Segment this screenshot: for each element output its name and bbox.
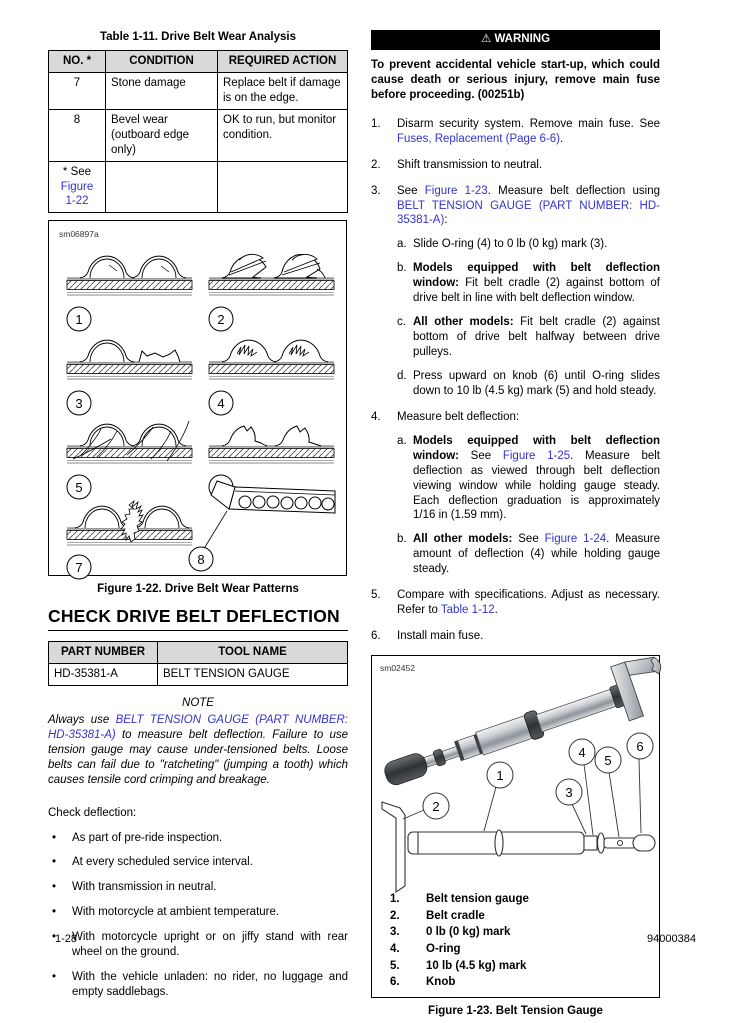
list-item: • As part of pre-ride inspection. xyxy=(48,831,348,846)
tool-table xyxy=(48,641,348,686)
step-text: See xyxy=(397,184,425,197)
legend-item: 4. O-ring xyxy=(390,942,461,955)
wear-row2-condition: Bevel wear (outboard edge only) xyxy=(106,109,218,161)
step-text: Compare with specifications. Adjust as necessary. Refer to xyxy=(397,589,660,617)
warning-title: WARNING xyxy=(494,33,551,45)
note-post: to measure belt deflection. Failure to use tension gauge may cause under-tensioned belts. Loose belts can fail due to "ratcheting" (jumping a tooth) which causes tensile cord crimping and breakage. xyxy=(48,728,348,786)
wear-table-header-no: NO. * xyxy=(49,50,106,72)
callout-2: 2 xyxy=(432,799,440,814)
figure-1-22-link[interactable]: Figure 1-22 xyxy=(60,180,94,208)
warning-text: To prevent accidental vehicle start-up, which could cause death or serious injury, remove main fuse before proceeding. (00251b) xyxy=(371,58,660,101)
legend-item: 5. 10 lb (4.5 kg) mark xyxy=(390,959,527,972)
wear-table-header-action: REQUIRED ACTION xyxy=(218,50,348,72)
wear-pattern-5 xyxy=(67,421,192,499)
wear-pattern-7 xyxy=(67,501,192,579)
wear-table-header-row xyxy=(49,50,348,72)
figure-1-22-caption: Figure 1-22. Drive Belt Wear Patterns xyxy=(97,583,299,596)
step-text: . Measure belt deflection using xyxy=(487,184,660,197)
wear-table-header-condition: CONDITION xyxy=(106,50,218,72)
callout-4: 4 xyxy=(217,396,225,412)
tool-table-header-row xyxy=(49,642,348,664)
wear-row2-action: OK to run, but monitor condition. xyxy=(218,109,348,161)
tool-name: BELT TENSION GAUGE xyxy=(158,664,348,686)
wear-table-caption: Table 1-11. Drive Belt Wear Analysis xyxy=(99,31,297,43)
page-number: 1-28 xyxy=(55,932,78,945)
step-3 xyxy=(371,184,660,399)
bullet-icon: • xyxy=(52,856,57,869)
substep-bold: Models equipped with belt deflection window: xyxy=(413,434,660,462)
wear-row1-action: Replace belt if damage is on the edge. xyxy=(218,72,348,109)
substep-text: Press upward on knob (6) until O-ring slides down to 10 lb (4.5 kg) mark (5) and hold steady. xyxy=(413,369,660,397)
substep-text: . Measure amount of deflection (4) while holding gauge steady. xyxy=(413,533,660,576)
step-4b xyxy=(397,532,660,577)
table-row xyxy=(49,72,348,109)
callout-5: 5 xyxy=(75,480,83,496)
step-3c xyxy=(397,315,660,360)
callout-1: 1 xyxy=(75,312,83,328)
left-column xyxy=(48,30,348,1010)
substep-letter: a. xyxy=(397,434,407,447)
step-4 xyxy=(371,410,660,577)
step-text: Install main fuse. xyxy=(397,630,484,643)
tool-part-number: HD-35381-A xyxy=(49,664,158,686)
legend-item: 6. Knob xyxy=(390,976,456,989)
note-pre: Always use xyxy=(48,713,116,726)
step-6 xyxy=(371,629,660,644)
substep-bold: All other models: xyxy=(413,533,513,546)
substep-letter: a. xyxy=(397,238,407,251)
step-text: . xyxy=(494,604,498,617)
legend-item: 2. Belt cradle xyxy=(390,909,485,922)
bullet-icon: • xyxy=(52,906,57,919)
gauge-assembled xyxy=(376,651,674,801)
table-row xyxy=(49,664,348,686)
list-item: • With transmission in neutral. xyxy=(48,880,348,895)
step-5 xyxy=(371,588,660,618)
substep-letter: d. xyxy=(397,369,407,382)
tool-table-header-part: PART NUMBER xyxy=(49,642,158,664)
step-number: 4. xyxy=(371,410,381,423)
wear-pattern-2 xyxy=(209,255,334,332)
substep-text: See xyxy=(512,533,545,546)
legend-item: 1. Belt tension gauge xyxy=(390,892,529,905)
callout-2: 2 xyxy=(217,312,225,328)
step-number: 5. xyxy=(371,589,381,602)
warning-banner xyxy=(371,30,660,50)
belt-wear-patterns-drawing xyxy=(49,221,346,575)
step-text: Disarm security system. Remove main fuse. See xyxy=(397,117,660,130)
callout-3: 3 xyxy=(565,785,573,800)
figure-1-25-link[interactable]: Figure 1-25 xyxy=(502,449,571,462)
figure-1-22 xyxy=(48,220,347,576)
figure-1-23-caption: Figure 1-23. Belt Tension Gauge xyxy=(428,1004,603,1017)
figure23-code: sm02452 xyxy=(380,663,415,673)
callout-7: 7 xyxy=(75,560,83,576)
substep-letter: b. xyxy=(397,533,407,546)
callout-4: 4 xyxy=(578,745,586,760)
substep-letter: c. xyxy=(397,316,406,329)
tool-table-header-name: TOOL NAME xyxy=(158,642,348,664)
wear-table-footnote xyxy=(49,161,106,213)
table-row xyxy=(49,109,348,161)
callout-8: 8 xyxy=(197,552,205,568)
callout-3: 3 xyxy=(75,396,83,412)
substep-text: Fit belt cradle (2) against bottom of drive belt in line with belt deflection window. xyxy=(413,277,660,305)
right-column xyxy=(371,30,660,1023)
step-number: 6. xyxy=(371,630,381,643)
figure22-code: sm06897a xyxy=(59,229,99,240)
bullet-icon: • xyxy=(52,831,57,844)
figure-1-24-link[interactable]: Figure 1-24 xyxy=(544,533,607,546)
list-item: • With the vehicle unladen: no rider, no luggage and empty saddlebags. xyxy=(48,970,348,1000)
belt-tension-gauge-link[interactable]: BELT TENSION GAUGE (PART NUMBER: HD-35381-A) xyxy=(48,713,349,741)
step-3a xyxy=(397,237,660,252)
figure-1-23 xyxy=(371,655,660,998)
wear-table xyxy=(48,50,348,213)
page-footer xyxy=(55,932,696,946)
footnote-text: * See xyxy=(62,165,92,178)
substep-text: Slide O-ring (4) to 0 lb (0 kg) mark (3). xyxy=(413,238,608,251)
step-text: Shift transmission to neutral. xyxy=(397,158,543,171)
substep-text: Fit belt cradle (2) against bottom of drive belt halfway between drive pulleys. xyxy=(413,316,660,358)
bullet-icon: • xyxy=(52,881,57,894)
belt-tension-gauge-drawing xyxy=(372,656,659,884)
wear-pattern-3 xyxy=(67,341,192,416)
gauge-outline xyxy=(382,802,655,892)
belt-tension-gauge-link[interactable]: BELT TENSION GAUGE (PART NUMBER: HD-35381-A) xyxy=(397,199,660,227)
step-number: 2. xyxy=(371,158,381,171)
step-number: 3. xyxy=(371,184,381,197)
warning-icon: ⚠ xyxy=(480,33,492,45)
table-footnote-row xyxy=(49,161,348,213)
substep-text: See xyxy=(459,449,503,462)
wear-pattern-1 xyxy=(67,257,192,332)
document-number: 94000384 xyxy=(647,932,696,945)
wear-row2-no: 8 xyxy=(49,109,106,161)
callout-6: 6 xyxy=(636,739,644,754)
procedure-steps xyxy=(371,117,660,644)
bullet-icon: • xyxy=(52,931,57,944)
wear-pattern-8 xyxy=(189,481,335,571)
bullet-list xyxy=(48,831,348,1001)
check-deflection-intro: Check deflection: xyxy=(48,806,137,819)
list-item: • With motorcycle upright or on jiffy stand with rear wheel on the ground. xyxy=(48,930,348,960)
step-text: . xyxy=(560,132,564,145)
callout-1: 1 xyxy=(496,768,504,783)
wear-row1-condition: Stone damage xyxy=(106,72,218,109)
note-label: NOTE xyxy=(182,696,214,709)
wear-pattern-4 xyxy=(209,341,334,416)
empty-cell xyxy=(106,161,218,213)
empty-cell xyxy=(218,161,348,213)
step-1 xyxy=(371,117,660,147)
table-1-12-link[interactable]: Table 1-12 xyxy=(440,604,495,617)
step-4a xyxy=(397,434,660,524)
section-heading: CHECK DRIVE BELT DEFLECTION xyxy=(48,605,348,631)
callout-5: 5 xyxy=(604,753,612,768)
substep-text: . Measure belt deflection as viewed through belt deflection viewing window while holding gauge steady. Each deflection graduation is approximately 1/16 in (1.59 mm). xyxy=(413,449,661,522)
step-3b xyxy=(397,261,660,306)
fuses-replacement-link[interactable]: Fuses, Replacement (Page 6-6) xyxy=(397,132,560,145)
bullet-icon: • xyxy=(52,971,57,984)
substep-letter: b. xyxy=(397,262,407,275)
legend-item: 3. 0 lb (0 kg) mark xyxy=(390,926,511,939)
step-2 xyxy=(371,158,660,173)
list-item: • With motorcycle at ambient temperature. xyxy=(48,905,348,920)
step-text: : xyxy=(444,214,448,227)
figure-1-23-link[interactable]: Figure 1-23 xyxy=(424,184,488,197)
list-item: • At every scheduled service interval. xyxy=(48,855,348,870)
note-paragraph xyxy=(48,713,348,788)
step-text: Measure belt deflection: xyxy=(397,410,520,423)
step-3d xyxy=(397,369,660,399)
substep-bold: All other models: xyxy=(413,316,514,329)
wear-row1-no: 7 xyxy=(49,72,106,109)
substep-bold: Models equipped with belt deflection window: xyxy=(413,262,660,290)
step-number: 1. xyxy=(371,117,381,130)
